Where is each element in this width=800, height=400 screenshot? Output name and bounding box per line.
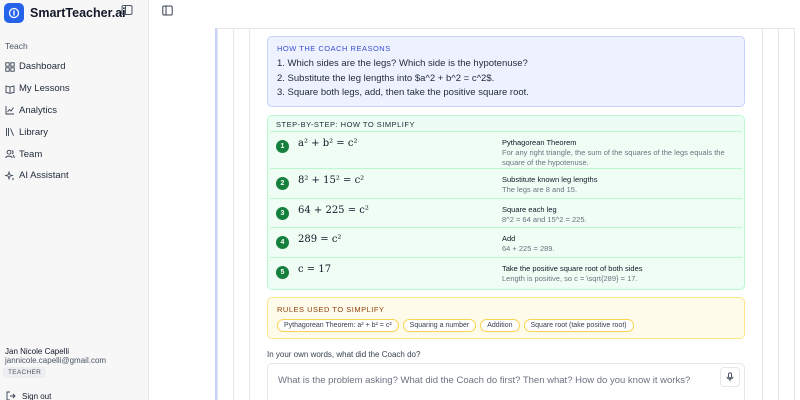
reason-item: 3. Square both legs, add, then take the positive square root. xyxy=(277,87,529,98)
chart-icon xyxy=(5,105,15,115)
step-description: Length is positive, so c = \sqrt{289} = 17. xyxy=(502,273,638,283)
sparkle-icon xyxy=(5,171,15,181)
step-number-badge: 3 xyxy=(276,207,289,220)
sidebar-item-ai-assistant[interactable] xyxy=(0,165,149,187)
coach-reasons-list xyxy=(277,57,735,101)
reason-item: 1. Which sides are the legs? Which side is the hypotenuse? xyxy=(277,58,528,69)
sidebar-item-label: Team xyxy=(19,148,43,160)
coach-reasons-card xyxy=(267,36,745,107)
role-badge: TEACHER xyxy=(3,367,46,378)
rules-chips xyxy=(277,319,735,332)
step-equation: 8² + 15² = c² xyxy=(298,175,365,186)
mic-button[interactable] xyxy=(720,367,740,387)
steps-card xyxy=(267,115,745,290)
step-title: Substitute known leg lengths xyxy=(502,175,598,184)
step-equation: 64 + 225 = c² xyxy=(298,204,369,216)
grid-icon xyxy=(5,62,15,72)
rule-chip[interactable]: Pythagorean Theorem: a² + b² = c² xyxy=(277,319,399,332)
sidebar xyxy=(0,0,149,400)
sign-out-button[interactable] xyxy=(6,391,51,400)
step-description: The legs are 8 and 15. xyxy=(502,185,578,194)
sidebar-section-label: Teach xyxy=(5,41,28,51)
sign-out-icon xyxy=(6,391,16,400)
brand-name: SmartTeacher.ai xyxy=(30,6,126,20)
sidebar-nav xyxy=(0,56,149,187)
panel-toggle-icon[interactable] xyxy=(162,5,173,16)
step-row xyxy=(270,131,742,168)
rule-chip[interactable]: Addition xyxy=(480,319,519,332)
step-title: Take the positive square root of both sides xyxy=(502,263,643,273)
step-row xyxy=(270,168,742,198)
brand-logo-icon xyxy=(4,3,24,23)
book-icon xyxy=(5,84,15,94)
steps-list xyxy=(270,131,742,286)
rules-card xyxy=(267,297,745,339)
library-icon xyxy=(5,127,15,137)
step-row xyxy=(270,257,742,287)
rule-chip[interactable]: Square root (take positive root) xyxy=(524,319,634,332)
step-title: Square each leg xyxy=(502,204,557,214)
sidebar-item-label: My Lessons xyxy=(19,83,70,95)
sidebar-item-library[interactable] xyxy=(0,121,149,143)
step-description: 8^2 = 64 and 15^2 = 225. xyxy=(502,214,587,224)
sidebar-item-label: AI Assistant xyxy=(19,170,69,182)
frame-accent xyxy=(215,28,217,400)
step-row xyxy=(270,198,742,228)
sign-out-label: Sign out xyxy=(22,391,52,400)
step-title: Add xyxy=(502,234,516,243)
sidebar-item-dashboard[interactable] xyxy=(0,56,149,78)
user-email: jannicole.capelli@gmail.com xyxy=(5,356,107,365)
sidebar-item-label: Library xyxy=(19,126,49,138)
step-number-badge: 2 xyxy=(276,177,289,190)
step-equation: 289 = c² xyxy=(298,234,342,245)
step-number-badge: 4 xyxy=(276,236,289,249)
microphone-icon xyxy=(725,372,735,382)
step-number-badge: 1 xyxy=(276,140,289,153)
step-title: Pythagorean Theorem xyxy=(502,138,577,147)
step-description: 64 + 225 = 289. xyxy=(502,244,555,253)
step-row xyxy=(270,227,742,257)
sidebar-collapse-icon[interactable] xyxy=(121,4,133,16)
sidebar-item-label: Analytics xyxy=(19,104,58,116)
rules-title: RULES USED TO SIMPLIFY xyxy=(277,305,385,314)
sidebar-item-team[interactable] xyxy=(0,143,149,165)
answer-input[interactable] xyxy=(278,375,718,386)
sidebar-item-label: Dashboard xyxy=(19,61,66,73)
user-name: Jan Nicole Capelli xyxy=(5,347,70,356)
users-icon xyxy=(5,149,15,159)
steps-title: STEP-BY-STEP: HOW TO SIMPLIFY xyxy=(276,120,415,129)
step-description: For any right triangle, the sum of the squares of the legs equals the square of the hypotenuse. xyxy=(502,148,725,167)
step-equation: a² + b² = c² xyxy=(298,138,358,149)
sidebar-item-my-lessons[interactable] xyxy=(0,78,149,100)
answer-label: In your own words, what did the Coach do? xyxy=(267,350,421,359)
coach-reasons-title: HOW THE COACH REASONS xyxy=(277,44,391,53)
step-number-badge: 5 xyxy=(276,266,289,279)
reason-item: 2. Substitute the leg lengths into $a^2 + b^2 = c^2$. xyxy=(277,72,495,84)
step-equation: c = 17 xyxy=(298,263,332,275)
rule-chip[interactable]: Squaring a number xyxy=(403,319,477,332)
answer-box xyxy=(267,363,745,400)
sidebar-item-analytics[interactable] xyxy=(0,100,149,122)
